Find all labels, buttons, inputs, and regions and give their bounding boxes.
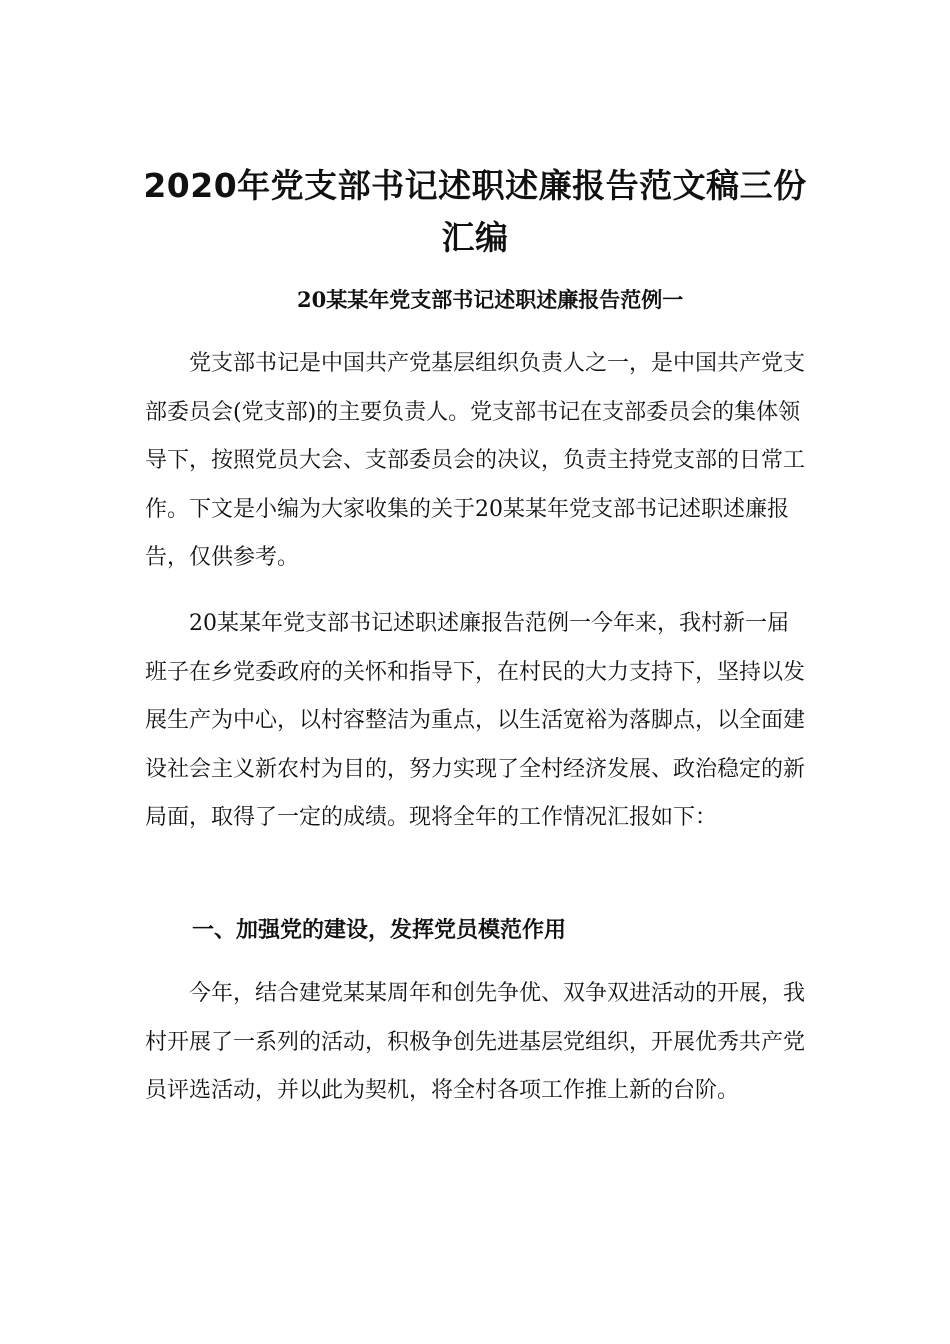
document-subtitle: 20某某年党支部书记述职述廉报告范例一 — [297, 287, 684, 312]
body-paragraph: 20某某年党支部书记述职述廉报告范例一今年来，我村新一届班子在乡党委政府的关怀和指导下，在村民的大力支持下，坚持以发展生产为中心，以村容整洁为重点，以生活宽裕为落脚点，以全面建设社会主义新农村为目的，努力实现了全村经济发展、政治稳定的新局面，取得了一定的成绩。现将全年的工作情况汇报如下： — [145, 611, 806, 830]
section-paragraph: 今年，结合建党某某周年和创先争优、双争双进活动的开展，我村开展了一系列的活动，积极争创先进基层党组织，开展优秀共产党员评选活动，并以此为契机，将全村各项工作推上新的台阶。 — [145, 981, 806, 1103]
intro-paragraph: 党支部书记是中国共产党基层组织负责人之一，是中国共产党支部委员会(党支部)的主要负责人。党支部书记在支部委员会的集体领导下，按照党员大会、支部委员会的决议，负责主持党支部的日常工作。下文是小编为大家收集的关于20某某年党支部书记述职述廉报告，仅供参考。 — [145, 351, 806, 570]
section-heading: 一、加强党的建设，发挥党员模范作用 — [192, 917, 567, 943]
document-title: 2020年党支部书记述职述廉报告范文稿三份汇编 — [143, 166, 807, 257]
